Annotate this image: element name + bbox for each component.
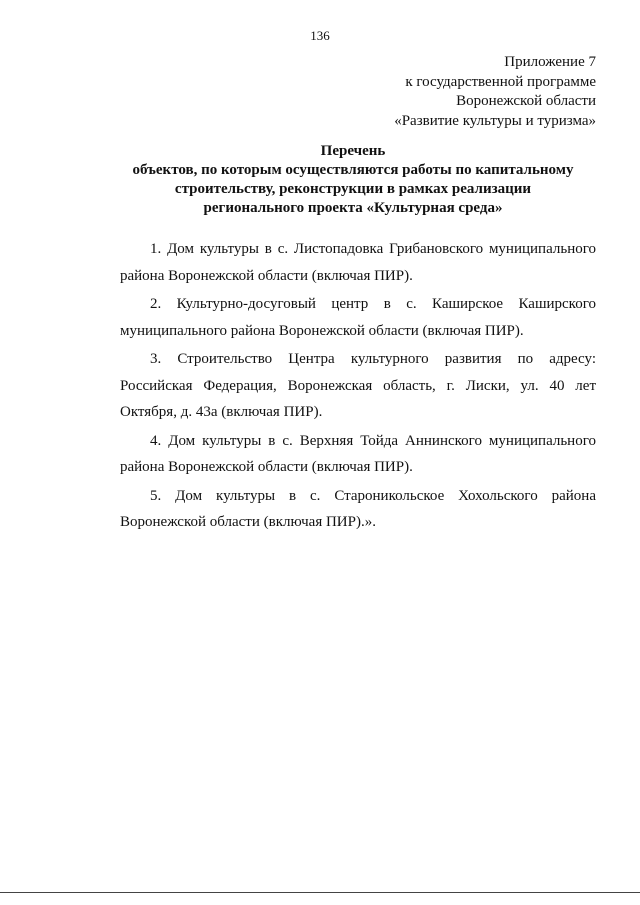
heading-line: регионального проекта «Культурная среда» <box>203 200 503 216</box>
heading-title: Перечень <box>320 143 386 159</box>
appendix-line: «Развитие культуры и туризма» <box>394 112 596 129</box>
list-item: 5. Дом культуры в с. Староникольское Хохольского района Воронежской области (включая ПИР).». <box>120 487 596 530</box>
appendix-line: к государственной программе <box>405 73 596 90</box>
objects-list <box>120 236 596 538</box>
footer-divider <box>0 892 640 893</box>
list-item: 4. Дом культуры в с. Верхняя Тойда Аннинского муниципального района Воронежской области (включая ПИР). <box>120 432 596 475</box>
list-item: 3. Строительство Центра культурного развития по адресу: Российская Федерация, Воронежская область, г. Лиски, ул. 40 лет Октября, д. 43а (включая ПИР). <box>120 351 596 420</box>
heading-line: объектов, по которым осуществляются работы по капитальному <box>132 162 574 178</box>
heading-line: строительству, реконструкции в рамках реализации <box>174 181 532 197</box>
appendix-line: Воронежской области <box>456 93 596 109</box>
page-number: 136 <box>310 28 330 43</box>
appendix-line: Приложение 7 <box>504 54 596 70</box>
appendix-block <box>394 53 596 131</box>
document-heading <box>60 142 640 218</box>
list-item: 1. Дом культуры в с. Листопадовка Грибановского муниципального района Воронежской области (включая ПИР). <box>120 241 596 284</box>
list-item: 2. Культурно-досуговый центр в с. Каширское Каширского муниципального района Воронежской области (включая ПИР). <box>120 296 596 339</box>
